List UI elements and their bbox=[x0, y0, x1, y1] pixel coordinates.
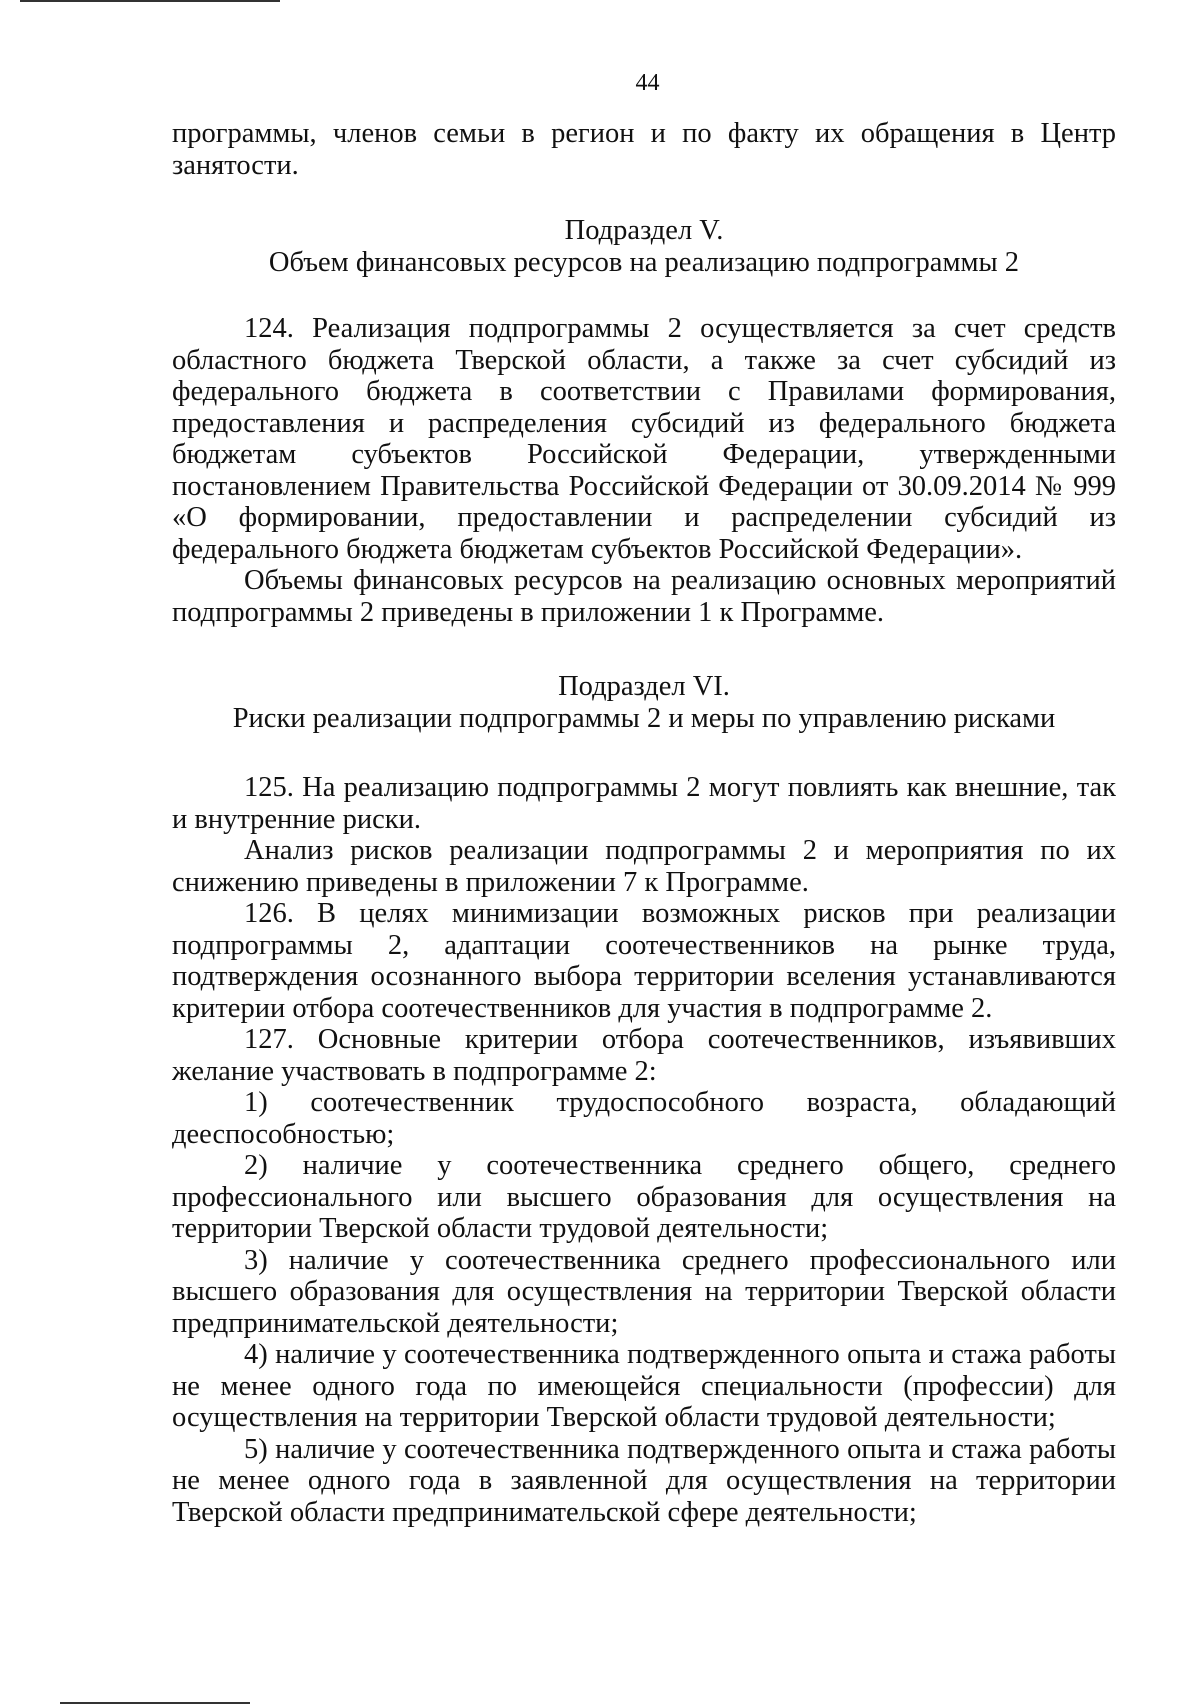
criteria-item-1: 1) соотечественник трудоспособного возраста, обладающий дееспособностью; bbox=[172, 1087, 1116, 1150]
scan-artifact-top bbox=[20, 0, 280, 2]
section-5-heading: Подраздел V. bbox=[564, 215, 724, 246]
section-6-body bbox=[172, 772, 1116, 1528]
section-5-header bbox=[172, 215, 1116, 278]
section-6-title: Риски реализации подпрограммы 2 и меры по управлению рисками bbox=[232, 702, 1056, 734]
intro-paragraph: программы, членов семьи в регион и по факту их обращения в Центр занятости. bbox=[172, 118, 1116, 181]
paragraph-127: 127. Основные критерии отбора соотечественников, изъявивших желание участвовать в подпрограмме 2: bbox=[172, 1024, 1116, 1087]
section-5-title: Объем финансовых ресурсов на реализацию подпрограммы 2 bbox=[268, 246, 1020, 278]
paragraph-125: 125. На реализацию подпрограммы 2 могут повлиять как внешние, так и внутренние риски. bbox=[172, 772, 1116, 835]
intro-block bbox=[172, 118, 1116, 181]
paragraph-126: 126. В целях минимизации возможных рисков при реализации подпрограммы 2, адаптации соотечественников на рынке труда, подтверждения осознанного выбора территории вселения устанавливаются критерии отбора соотечественников для участия в подпрограмме 2. bbox=[172, 898, 1116, 1024]
criteria-item-4: 4) наличие у соотечественника подтвержденного опыта и стажа работы не менее одного года по имеющейся специальности (профессии) для осуществления на территории Тверской области трудовой деятельности; bbox=[172, 1339, 1116, 1433]
criteria-item-5: 5) наличие у соотечественника подтвержденного опыта и стажа работы не менее одного года в заявленной для осуществления на территории Тверской области предпринимательской сфере деятельности; bbox=[172, 1433, 1116, 1528]
criteria-item-3: 3) наличие у соотечественника среднего профессионального или высшего образования для осуществления на территории Тверской области предпринимательской деятельности; bbox=[172, 1244, 1116, 1339]
section-5-body bbox=[172, 313, 1116, 628]
paragraph-125-b: Анализ рисков реализации подпрограммы 2 и мероприятия по их снижению приведены в приложении 7 к Программе. bbox=[172, 835, 1116, 898]
page-number: 44 bbox=[635, 70, 660, 96]
section-6-header bbox=[172, 671, 1116, 734]
paragraph-124-b: Объемы финансовых ресурсов на реализацию основных мероприятий подпрограммы 2 приведены в приложении 1 к Программе. bbox=[172, 565, 1116, 628]
paragraph-124: 124. Реализация подпрограммы 2 осуществляется за счет средств областного бюджета Тверской области, а также за счет субсидий из федерального бюджета в соответствии с Правилами формирования, предоставления и распределения субсидий из федерального бюджета бюджетам субъектов Российской Федерации, утвержденными постановлением Правительства Российской Федерации от 30.09.2014 № 999 «О формировании, предоставлении и распределении субсидий из федерального бюджета бюджетам субъектов Российской Федерации». bbox=[172, 313, 1116, 565]
section-6-heading: Подраздел VI. bbox=[558, 671, 730, 702]
criteria-item-2: 2) наличие у соотечественника среднего общего, среднего профессионального или высшего образования для осуществления на территории Тверской области трудовой деятельности; bbox=[172, 1150, 1116, 1244]
scan-artifact-bottom bbox=[60, 1702, 250, 1704]
